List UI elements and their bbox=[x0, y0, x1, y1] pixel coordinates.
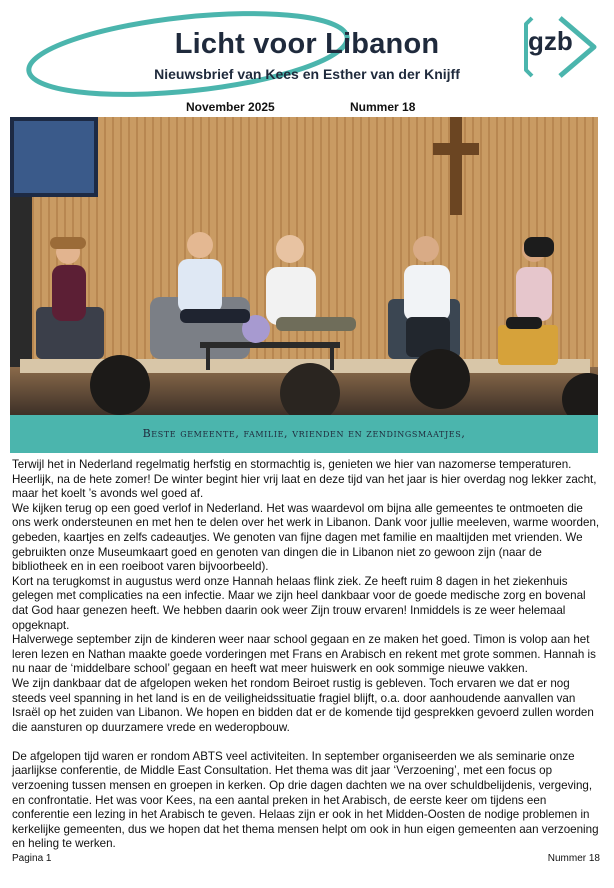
newsletter-title: Licht voor Libanon bbox=[174, 28, 440, 60]
paragraph: Kort na terugkomst in augustus werd onze Hannah helaas flink ziek. Ze heeft ruim 8 dagen in het ziekenhuis gelegen met complicaties na een infectie. Maar we zijn heel dankbaar voor de goede medische zorg en bovenal dat God haar genezen heeft. We hebben daarin ook weer Zijn trouw ervaren! Inmiddels is ze weer helemaal opgeknapt. bbox=[12, 574, 586, 632]
paragraph: Halverwege september zijn de kinderen weer naar school gegaan en ze maken het goed. Timon is volop aan het leren lezen en Nathan maakte goede vorderingen met Frans en Arabisch en rekent met grote sommen. Hannah is nu naar de ‘middelbare school’ gegaan en heeft wat meer huiswerk en ook sommige nieuwe vakken. bbox=[12, 633, 596, 676]
panel-discussion-photo bbox=[10, 117, 598, 417]
footer-issue-number: Nummer 18 bbox=[547, 853, 600, 864]
paragraph: We kijken terug op een goed verlof in Nederland. Het was waardevol om bijna alle gemeentes te ontmoeten die ons werk ondersteunen en met hen te delen over het werk in Libanon. Dank voor jullie meeleven, warme woorden, gebeden, kaartjes en zelfs cadeautjes. We genoten van fijne dagen met familie en maaltijden met vrienden. We gebruikten onze Museumkaart goed en genoten van dingen die in Libanon niet zo gewoon zijn (naar de bibliotheek en in een roeiboot varen bijvoorbeeld). bbox=[12, 501, 600, 574]
issue-date: November 2025 bbox=[186, 100, 275, 114]
paragraph: We zijn dankbaar dat de afgelopen weken het rondom Beiroet rustig is gebleven. Toch ervaren we dat er nog steeds veel spanning in het land is en de veiligheidssituatie fragiel blijft, o.a. door aanhoudende aanvallen van Israël op het zuiden van Libanon. We hopen en bidden dat er de komende tijd gesprekken gevoerd zullen worden die aansturen op duurzamere vrede en wederopbouw. bbox=[12, 676, 594, 734]
page-number: Pagina 1 bbox=[12, 853, 52, 864]
logo-wordmark: gzb bbox=[528, 26, 573, 56]
photo-illustration bbox=[10, 117, 598, 417]
newsletter-subtitle: Nieuwsbrief van Kees en Esther van der Knijff bbox=[154, 66, 460, 82]
salutation: Beste gemeente, familie, vrienden en zendingsmaatjes, bbox=[142, 427, 466, 440]
paragraph: De afgelopen tijd waren er rondom ABTS veel activiteiten. In september organiseerden we als seminarie onze jaarlijkse conferentie, de Middle East Consultation. Het thema was dit jaar ‘Verzoening’, met een focus op verzoening tussen mensen en groepen in kerken. Op drie dagen dachten we na over schuldbelijdenis, vergeving, en confrontatie. Het was voor Kees, na een aantal preken in het Arabisch, de eerste keer om tijdens een conferentie een lezing in het Arabisch te geven. Helaas zijn er ook in het Midden-Oosten de nodige problemen in kerkelijke gemeenten, dus we hopen dat het thema mensen helpt om ook in hun eigen gemeenten aan verzoening en heling te werken. bbox=[12, 749, 599, 851]
letter-body bbox=[12, 458, 600, 852]
issue-number: Nummer 18 bbox=[350, 100, 416, 114]
paragraph: Terwijl het in Nederland regelmatig herfstig en stormachtig is, genieten we hier van nazomerse temperaturen. Heerlijk, na de hete zomer! De winter begint hier vrij laat en deze tijd van het jaar is hier overdag nog lekker zacht, maar het koelt ’s avonds wel goed af. bbox=[12, 458, 597, 501]
salutation-banner bbox=[10, 415, 598, 453]
masthead bbox=[0, 0, 614, 100]
gzb-logo bbox=[522, 14, 602, 80]
